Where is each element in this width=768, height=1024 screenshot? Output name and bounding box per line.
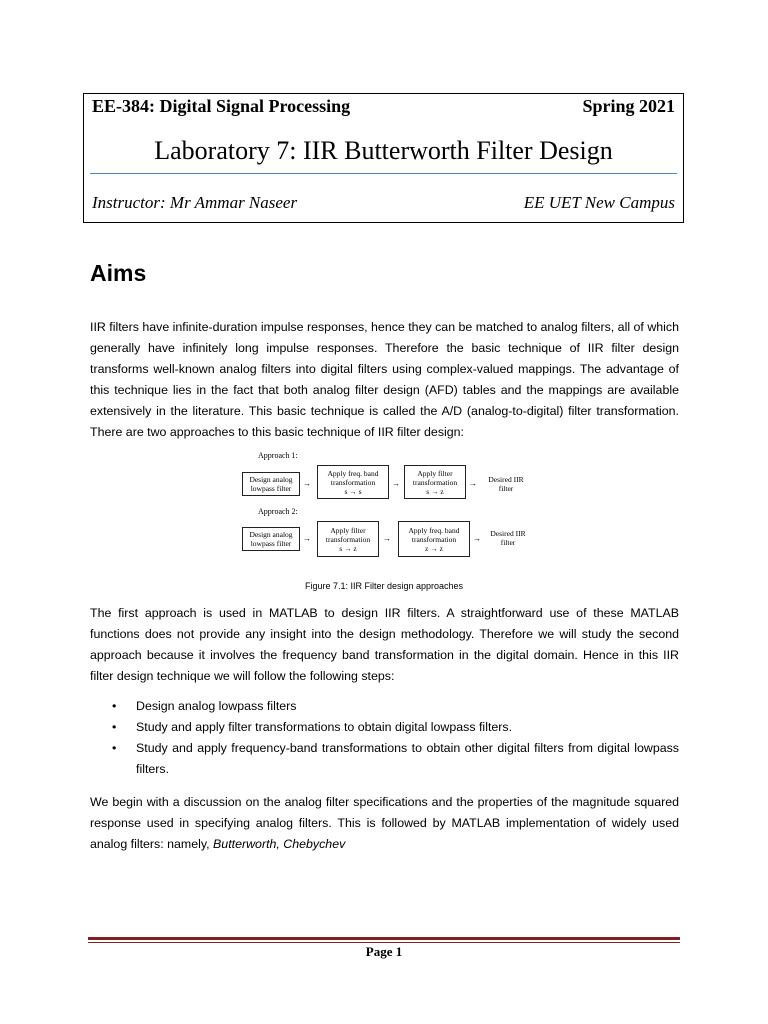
header-top-row [92, 95, 675, 117]
box-text-line: Design analog [249, 530, 293, 539]
section-heading-aims: Aims [90, 260, 147, 286]
box-text-line: Apply filter [417, 468, 453, 478]
approach1-output [482, 475, 530, 493]
approach1-freq-band-box [317, 465, 389, 499]
course-title: EE-384: Digital Signal Processing [92, 96, 351, 116]
footer-rule-thin [88, 942, 680, 943]
list-item [112, 717, 679, 738]
approach2-label: Approach 2: [258, 507, 298, 516]
box-text-line: transformation [412, 477, 458, 487]
box-text-line: s → z [339, 543, 357, 553]
list-item-text: Study and apply filter transformations to obtain digital lowpass filters. [136, 720, 513, 734]
approach1-filter-transform-box [404, 465, 466, 499]
header-bottom-row [92, 193, 675, 213]
box-text-line: Apply filter [330, 525, 366, 535]
box-text-line: lowpass filter [250, 539, 292, 548]
figure-caption: Figure 7.1: IIR Filter design approaches [304, 581, 464, 591]
bullet-icon: • [112, 741, 117, 755]
paragraph-text: We begin with a discussion on the analog filter specifications and the properties of the magnitude squared response used in specifying analog filters. This is followed by MATLAB implementation of widely used analog filters: namely, [90, 795, 679, 851]
approach2-freq-band-box [398, 521, 470, 557]
output-text-line: Desired IIR [488, 475, 524, 484]
box-text-line: transformation [330, 477, 376, 487]
term: Spring 2021 [582, 96, 675, 116]
output-text-line: filter [500, 538, 516, 547]
box-text-line: Apply freq. band [327, 468, 379, 478]
header-box [83, 93, 684, 223]
filter-names: Butterworth, Chebychev [213, 837, 346, 851]
list-item-text: Study and apply frequency-band transformations to obtain other digital filters from digital lowpass filters. [136, 741, 679, 776]
arrow-icon: → [383, 534, 391, 543]
lab-title: Laboratory 7: IIR Butterworth Filter Design [154, 136, 613, 165]
list-item-text: Design analog lowpass filters [136, 699, 297, 713]
box-text-line: z → z [425, 543, 443, 553]
analog-filters-paragraph [90, 792, 679, 855]
institution: EE UET New Campus [523, 193, 675, 212]
box-text-line: s → z [426, 486, 444, 496]
arrow-icon: → [392, 479, 400, 488]
approach1-label: Approach 1: [258, 451, 298, 460]
arrow-icon: → [303, 534, 311, 543]
aims-paragraph: IIR filters have infinite-duration impulse responses, hence they can be matched to analog filters, all of which generally have infinitely long impulse responses. Therefore the basic technique of IIR filter design transforms well-known analog filters into digital filters using complex-valued mappings. The advantage of this technique lies in the fact that both analog filter design (AFD) tables and the mappings are available extensively in the literature. This basic technique is called the A/D (analog-to-digital) filter transformation. There are two approaches to this basic technique of IIR filter design: [90, 320, 679, 439]
approach1-design-analog-box [242, 472, 300, 496]
arrow-icon: → [303, 479, 311, 488]
box-text-line: s → s [344, 486, 362, 496]
bullet-icon: • [112, 720, 117, 734]
bullet-icon: • [112, 699, 117, 713]
box-text-line: lowpass filter [250, 484, 292, 493]
page-number: Page 1 [365, 944, 403, 959]
output-text-line: Desired IIR [490, 529, 526, 538]
approach2-filter-transform-box [317, 521, 379, 557]
list-item [112, 738, 679, 780]
footer-rule [88, 937, 680, 940]
approach2-design-analog-box [242, 527, 300, 551]
arrow-icon: → [473, 534, 481, 543]
approach-paragraph: The first approach is used in MATLAB to design IIR filters. A straightforward use of these MATLAB functions does not provide any insight into the design methodology. Therefore we will study the second approach because it involves the frequency band transformation in the digital domain. Hence in this IIR filter design technique we will follow the following steps: [90, 606, 679, 683]
approach2-output [484, 529, 532, 547]
instructor: Instructor: Mr Ammar Naseer [92, 193, 298, 212]
output-text-line: filter [498, 484, 514, 493]
list-item [112, 696, 679, 717]
figure-iir-approaches [238, 451, 538, 561]
steps-list [112, 696, 679, 780]
box-text-line: transformation [325, 534, 371, 544]
arrow-icon: → [469, 479, 477, 488]
header-divider [90, 173, 677, 174]
box-text-line: transformation [411, 534, 457, 544]
box-text-line: Apply freq. band [408, 525, 460, 535]
box-text-line: Design analog [249, 475, 293, 484]
